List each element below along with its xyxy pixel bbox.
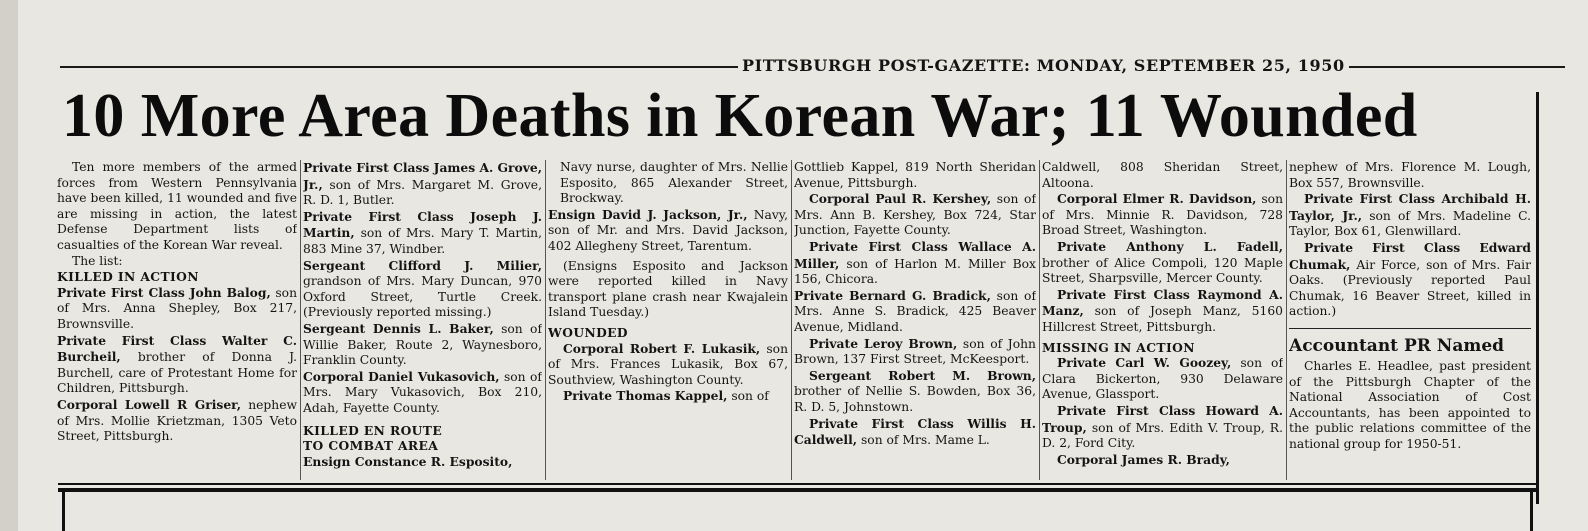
casualty-entry <box>303 160 542 209</box>
bottom-rule-thin <box>58 483 1539 485</box>
casualty-entry <box>303 258 542 321</box>
casualty-name: Private Bernard G. Bradick, <box>794 287 991 303</box>
casualty-name: Private Carl W. Goozey, <box>1057 355 1232 371</box>
column-rule <box>1286 160 1287 480</box>
casualty-details: son of Joseph Manz, 5160 Hillcrest Street, Pittsburgh. <box>1042 304 1283 334</box>
article-column-5 <box>1042 160 1283 480</box>
masthead-dateline: PITTSBURGH POST-GAZETTE: MONDAY, SEPTEMBER 25, 1950 <box>738 56 1349 75</box>
casualty-entry <box>794 416 1036 449</box>
casualty-entry <box>303 454 542 471</box>
article-right-border <box>1536 92 1539 504</box>
intro-paragraph: Ten more members of the armed forces from Western Pennsylvania have been killed, 11 wounded and five are missing in action, the latest Defense Department lists of casualties of the Korean War reveal. <box>57 160 297 252</box>
casualty-continued: Caldwell, 808 Sheridan Street, Altoona. <box>1042 160 1283 190</box>
casualty-name: Private First Class Edward Chumak, <box>1289 239 1531 272</box>
casualty-details: brother of Donna J. Burchell, care of Protestant Home for Children, Pittsburgh. <box>57 350 297 396</box>
column-rule <box>300 160 301 480</box>
casualty-entry <box>1289 191 1531 240</box>
casualty-name: Private Anthony L. Fadell, <box>1057 238 1283 254</box>
casualty-details: son of Mrs. Ann B. Kershey, Box 724, Star Junction, Fayette County. <box>794 192 1036 238</box>
casualty-details: son of Mrs. Minnie R. Davidson, 728 Broad Street, Washington. <box>1042 192 1283 238</box>
section-wounded: WOUNDED <box>548 324 628 340</box>
casualty-entry <box>794 368 1036 416</box>
casualty-details: nephew of Mrs. Mollie Krietzman, 1305 Veto Street, Pittsburgh. <box>57 397 297 444</box>
casualty-name: Private First Class John Balog, <box>57 284 271 300</box>
lower-box-right-border <box>1530 492 1533 531</box>
casualty-entry <box>794 191 1036 239</box>
casualty-entry <box>1042 191 1283 239</box>
casualty-details: son of Mrs. Edith V. Troup, R. D. 2, Ford City. <box>1042 420 1283 451</box>
casualty-entry <box>548 341 788 389</box>
casualty-name: Private First Class Willis H. Caldwell, <box>794 415 1036 448</box>
crash-note: (Ensigns Esposito and Jackson were reported killed in Navy transport plane crash near Kwajalein Island Tuesday.) <box>548 258 788 320</box>
casualty-entry <box>548 388 788 405</box>
casualty-name: Ensign Constance R. Esposito, <box>303 453 513 469</box>
casualty-entry <box>1042 239 1283 287</box>
section-killed-en-route: KILLED EN ROUTE <box>303 422 443 438</box>
section-to-combat-area: TO COMBAT AREA <box>303 438 439 454</box>
casualty-entry <box>303 321 542 369</box>
sidebar-headline: Accountant PR Named <box>1289 328 1531 357</box>
casualty-details: brother of Nellie S. Bowden, Box 36, R. D. 5, Johnstown. <box>794 384 1036 414</box>
casualty-details: son of Mrs. Margaret M. Grove, R. D. 1, Butler. <box>303 177 542 208</box>
casualty-name: Private First Class Walter C. Burcheil, <box>57 332 297 365</box>
casualty-entry <box>1042 403 1283 452</box>
casualty-entry <box>548 207 788 255</box>
article-column-1 <box>57 160 297 480</box>
casualty-entry <box>1042 355 1283 403</box>
article-column-3 <box>548 160 788 480</box>
casualty-name: Private First Class Wallace A. Miller, <box>794 238 1036 271</box>
casualty-details: son of Clara Bickerton, 930 Delaware Avenue, Glassport. <box>1042 356 1283 402</box>
casualty-entry <box>794 288 1036 336</box>
bottom-rule-thick <box>58 488 1539 492</box>
column-rule <box>1039 160 1040 480</box>
casualty-name: Private First Class Howard A. Troup, <box>1042 402 1283 435</box>
list-label: The list: <box>72 253 123 268</box>
casualty-continued: Gottlieb Kappel, 819 North Sheridan Avenue, Pittsburgh. <box>794 160 1036 190</box>
column-rule <box>545 160 546 480</box>
casualty-entry <box>303 369 542 417</box>
casualty-name: Corporal Lowell R Griser, <box>57 396 242 412</box>
casualty-name: Corporal Paul R. Kershey, <box>809 191 992 207</box>
casualty-name: Sergeant Robert M. Brown, <box>809 367 1036 383</box>
casualty-name: Corporal Elmer R. Davidson, <box>1057 191 1257 207</box>
article-column-4 <box>794 160 1036 480</box>
section-missing-in-action: MISSING IN ACTION <box>1042 339 1195 355</box>
casualty-details: son of Mrs. Anna Shepley, Box 217, Brownsville. <box>57 285 297 331</box>
casualty-continued: nephew of Mrs. Florence M. Lough, Box 557, Brownsville. <box>1289 160 1531 190</box>
casualty-details: son of <box>731 389 769 404</box>
casualty-name: Sergeant Dennis L. Baker, <box>303 320 494 336</box>
casualty-entry <box>794 239 1036 288</box>
casualty-details: Navy, son of Mr. and Mrs. David Jackson, 402 Allegheny Street, Tarentum. <box>548 207 788 253</box>
casualty-entry <box>57 397 297 445</box>
casualty-entry <box>794 336 1036 368</box>
casualty-details: son of Mrs. Frances Lukasik, Box 67, Southview, Washington County. <box>548 341 788 387</box>
casualty-details: son of Mrs. Anne S. Bradick, 425 Beaver Avenue, Midland. <box>794 288 1036 334</box>
casualty-entry <box>1042 287 1283 336</box>
casualty-name: Private First Class Joseph J. Martin, <box>303 208 542 241</box>
casualty-name: Private First Class Archibald H. Taylor, Jr., <box>1289 191 1531 223</box>
casualty-name: Private Thomas Kappel, <box>563 388 728 404</box>
casualty-continued: Navy nurse, daughter of Mrs. Nellie Esposito, 865 Alexander Street, Brockway. <box>560 160 788 206</box>
article-column-2 <box>303 160 542 480</box>
column-rule <box>791 160 792 480</box>
casualty-details: son of Mrs. Madeline C. Taylor, Box 61, Glenwillard. <box>1289 208 1531 239</box>
casualty-details: son of John Brown, 137 First Street, McKeesport. <box>794 336 1036 367</box>
casualty-entry <box>57 285 297 333</box>
casualty-details: son of Mrs. Mame L. <box>860 433 990 448</box>
casualty-details: son of Mrs. Mary Vukasovich, Box 210, Adah, Fayette County. <box>303 369 542 415</box>
casualty-details: son of Harlon M. Miller Box 156, Chicora. <box>794 256 1036 287</box>
casualty-name: Private Leroy Brown, <box>809 335 958 351</box>
casualty-entry <box>303 209 542 258</box>
article-column-6 <box>1289 160 1531 490</box>
casualty-name: Sergeant Clifford J. Milier, <box>303 257 542 273</box>
casualty-details: son of Willie Baker, Route 2, Waynesboro, Franklin County. <box>303 321 542 368</box>
casualty-details: brother of Alice Compoli, 120 Maple Street, Sharpsville, Mercer County. <box>1042 255 1283 286</box>
casualty-details: Air Force, son of Mrs. Fair Oaks. (Previously reported Paul Chumak, 16 Beaver Street, killed in action.) <box>1289 257 1531 319</box>
casualty-name: Private First Class James A. Grove, Jr., <box>303 160 542 192</box>
casualty-details: son of Mrs. Mary T. Martin, 883 Mine 37, Windber. <box>303 226 542 256</box>
lower-box-left-border <box>62 492 65 531</box>
casualty-entry <box>57 333 297 397</box>
section-killed-in-action: KILLED IN ACTION <box>57 269 199 285</box>
headline: 10 More Area Deaths in Korean War; 11 Wounded <box>62 82 1418 150</box>
casualty-name: Corporal James R. Brady, <box>1057 451 1230 467</box>
casualty-name: Ensign David J. Jackson, Jr., <box>548 206 748 222</box>
casualty-details: grandson of Mrs. Mary Duncan, 970 Oxford Street, Turtle Creek. (Previously reported missing.) <box>303 274 542 320</box>
casualty-name: Corporal Robert F. Lukasik, <box>563 340 761 356</box>
page-edge-shadow <box>0 0 18 531</box>
casualty-entry <box>1042 452 1283 469</box>
casualty-name: Private First Class Raymond A. Manz, <box>1042 286 1283 319</box>
casualty-name: Corporal Daniel Vukasovich, <box>303 368 500 384</box>
casualty-entry <box>1289 240 1531 320</box>
sidebar-paragraph: Charles E. Headlee, past president of the Pittsburgh Chapter of the National Association of Cost Accountants, has been appointed to the public relations committee of the national group for 1950-51. <box>1289 358 1531 451</box>
